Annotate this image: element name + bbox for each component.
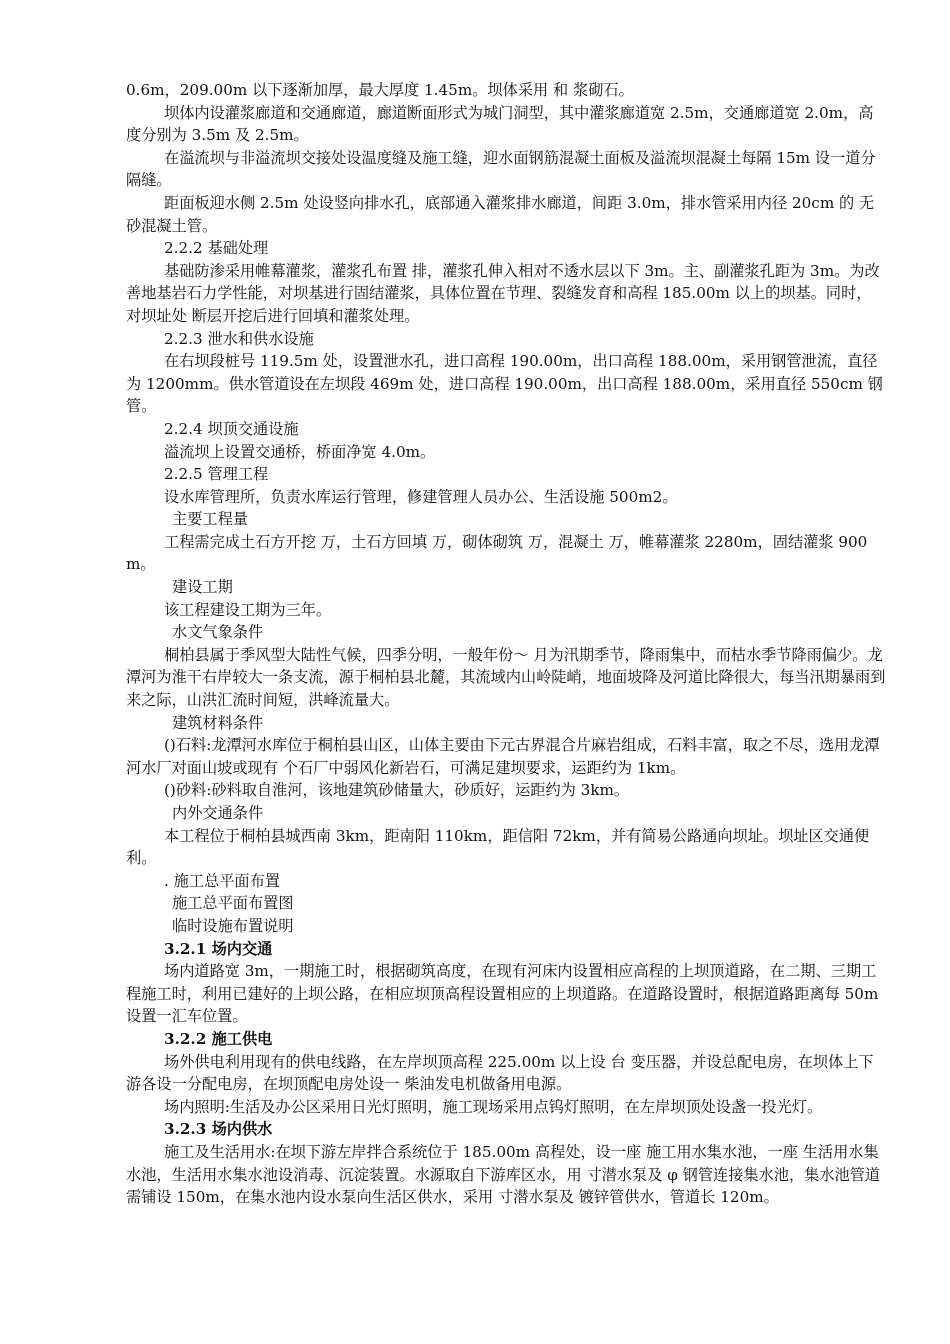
paragraph: 场内照明:生活及办公区采用日光灯照明，施工现场采用点钨灯照明，在左岸坝顶处设盏一投光灯。 [164, 1097, 823, 1116]
paragraph: ()砂料:砂料取自淮河，该地建筑砂储量大，砂质好，运距约为 3km。 [164, 781, 630, 800]
paragraph: 工程需完成土石方开挖 万，土石方回填 万，砌体砌筑 万，混凝土 万，帷幕灌浆 2280m，固结灌浆 900m。 [126, 532, 868, 574]
paragraph: 设水库管理所，负责水库运行管理，修建管理人员办公、生活设施 500m2。 [164, 487, 678, 506]
paragraph: 施工及生活用水:在坝下游左岸拌合系统位于 185.00m 高程处，设一座 施工用水集水池，一座 生活用水集水池，生活用水集水池设消毒、沉淀装置。水源取自下游库区水，用 寸潜水泵及 φ 钢管连接集水池，集水池管道需铺设 150m，在集水池内设水泵向生活区供水，采用 寸潜水泵及 镀锌管供水，管道长 120m。 [126, 1142, 881, 1207]
paragraph: 坝体内设灌浆廊道和交通廊道，廊道断面形式为城门洞型，其中灌浆廊道宽 2.5m，交通廊道宽 2.0m，高度分别为 3.5m 及 2.5m。 [126, 103, 874, 145]
paragraph: 2.2.4 坝顶交通设施 [164, 419, 299, 438]
paragraph: . 施工总平面布置 [164, 871, 280, 890]
paragraph: 3.2.2 施工供电 [164, 1029, 273, 1048]
paragraph: 基础防渗采用帷幕灌浆，灌浆孔布置 排，灌浆孔伸入相对不透水层以下 3m。主、副灌浆孔距为 3m。为改善地基岩石力学性能，对坝基进行固结灌浆，具体位置在节理、裂缝发育和高程 185.00m 以上的坝基。同时，对坝址处 断层开挖后进行回填和灌浆处理。 [126, 261, 880, 325]
paragraph: 建筑材料条件 [172, 713, 264, 732]
paragraph: 距面板迎水侧 2.5m 处设竖向排水孔，底部通入灌浆排水廊道，间距 3.0m，排水管采用内径 20cm 的 无砂混凝土管。 [126, 193, 875, 235]
paragraph: 在右坝段桩号 119.5m 处，设置泄水孔，进口高程 190.00m，出口高程 188.00m，采用钢管泄流，直径为 1200mm。供水管道设在左坝段 469m 处，进口高程 190.00m，出口高程 188.00m，采用直径 550cm 钢管。 [126, 352, 883, 416]
paragraph: 在溢流坝与非溢流坝交接处设温度缝及施工缝，迎水面钢筋混凝土面板及溢流坝混凝土每隔 15m 设一道分隔缝。 [126, 148, 876, 190]
document-body [126, 79, 886, 1209]
paragraph: 3.2.3 场内供水 [164, 1120, 273, 1139]
paragraph: 0.6m，209.00m 以下逐渐加厚，最大厚度 1.45m。坝体采用 和 浆砌石。 [126, 81, 634, 99]
paragraph: ()石料:龙潭河水库位于桐柏县山区，山体主要由下元古界混合片麻岩组成，石料丰富，取之不尽，选用龙潭河水厂对面山坡或现有 个石厂中弱风化新岩石，可满足建坝要求，运距约为 1km。 [126, 736, 880, 777]
paragraph: 2.2.5 管理工程 [164, 465, 269, 484]
paragraph: 该工程建设工期为三年。 [164, 600, 332, 619]
paragraph: 2.2.2 基础处理 [164, 239, 269, 258]
paragraph: 主要工程量 [172, 510, 248, 529]
paragraph: 临时设施布置说明 [172, 916, 294, 935]
paragraph: 场内道路宽 3m，一期施工时，根据砌筑高度，在现有河床内设置相应高程的上坝顶道路，在二期、三期工程施工时，利用已建好的上坝公路，在相应坝顶高程设置相应的上坝道路。在道路设置时，根据道路距离每 50m 设置一汇车位置。 [126, 962, 879, 1026]
paragraph: 本工程位于桐柏县城西南 3km，距南阳 110km，距信阳 72km，并有简易公路通向坝址。坝址区交通便利。 [126, 826, 870, 868]
paragraph: 建设工期 [172, 578, 233, 597]
paragraph: 溢流坝上设置交通桥，桥面净宽 4.0m。 [164, 442, 436, 461]
paragraph: 3.2.1 场内交通 [164, 939, 273, 958]
paragraph: 桐柏县属于季风型大陆性气候，四季分明，一般年份～ 月为汛期季节，降雨集中，而枯水季节降雨偏少。龙潭河为淮干右岸较大一条支流，源于桐柏县北麓，其流域内山岭陡峭，地面坡降及河道比降很大，每当汛期暴雨到来之际，山洪汇流时间短，洪峰流量大。 [126, 645, 886, 710]
paragraph: 2.2.3 泄水和供水设施 [164, 329, 314, 348]
paragraph: 施工总平面布置图 [172, 894, 294, 913]
paragraph: 场外供电利用现有的供电线路，在左岸坝顶高程 225.00m 以上设 台 变压器，并设总配电房，在坝体上下游各设一分配电房，在坝顶配电房处设一 柴油发电机做备用电源。 [126, 1052, 874, 1094]
paragraph: 内外交通条件 [172, 804, 264, 822]
paragraph: 水文气象条件 [172, 623, 264, 642]
